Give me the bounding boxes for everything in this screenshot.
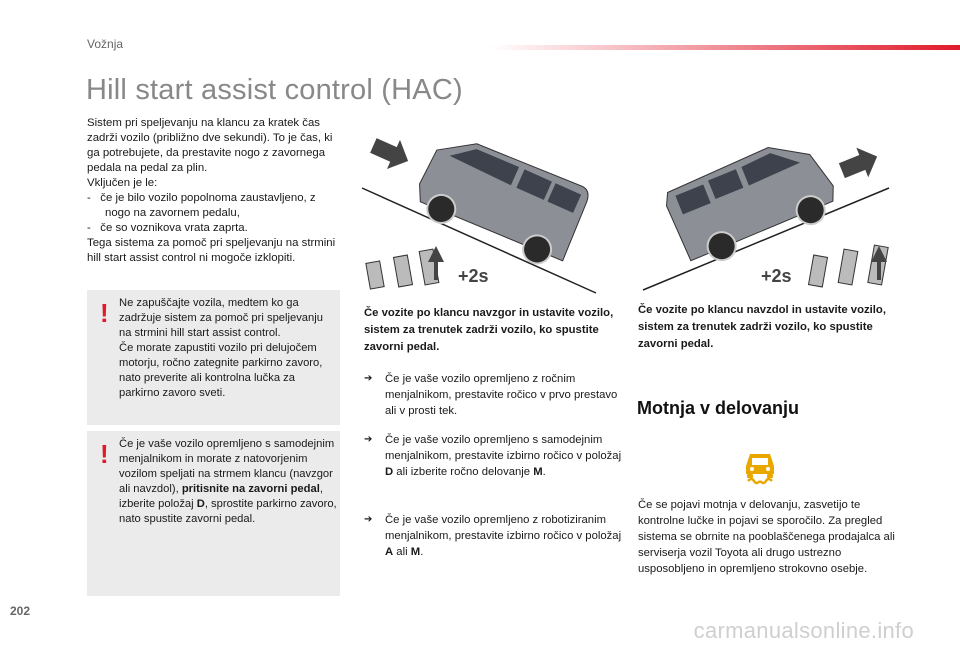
intro-paragraph: Sistem pri speljevanju na klancu za kratek čas zadrži vozilo (približno dve sekundi). To je čas, ki ga potrebujete, da prestavite nogo z zavornega pedala na pedal za plin. bbox=[87, 117, 333, 174]
arrow-icon: ➔ bbox=[364, 514, 373, 525]
arrow-icon: ➔ bbox=[364, 434, 373, 445]
uphill-caption: Če vozite po klancu navzgor in ustavite vozilo, sistem za trenutek zadrži vozilo, ko spustite zavorni pedal. bbox=[364, 307, 614, 353]
van-downhill-illustration bbox=[635, 130, 897, 300]
warning-text: Če morate zapustiti vozilo pri delujočem motorju, ročno zategnite parkirno zavoro, nato preverite ali kontrolna lučka za parkirno zavoro sveti. bbox=[119, 342, 323, 399]
enabled-label: Vključen je le: bbox=[87, 177, 158, 189]
section-label: Vožnja bbox=[87, 37, 124, 51]
warning-exclamation-icon: ! bbox=[100, 439, 109, 469]
page-title: Hill start assist control (HAC) bbox=[86, 74, 463, 106]
condition-item: - če so voznikova vrata zaprta. bbox=[87, 222, 248, 234]
warning-text: Če je vaše vozilo opremljeno s samodejnim menjalnikom in morate z natovorjenim vozilom speljati na strmem klancu (navzgor ali navzdol), pritisnite na zavorni pedal, izberite položaj D, sprostite parkirno zavoro, nato spustite zavorni pedal. bbox=[119, 438, 337, 525]
downhill-caption: Če vozite po klancu navzdol in ustavite vozilo, sistem za trenutek zadrži vozilo, ko spustite zavorni pedal. bbox=[638, 304, 886, 350]
warning-box bbox=[87, 290, 340, 425]
bullet-manual-gearbox: ➔ Če je vaše vozilo opremljeno z ročnim menjalnikom, prestavite ročico v prvo prestavo ali v prosti tek. bbox=[364, 373, 618, 417]
plus-2s-badge: +2s bbox=[458, 266, 489, 286]
warning-exclamation-icon: ! bbox=[100, 298, 109, 328]
condition-item: - če je bilo vozilo popolnoma zaustavljeno, z nogo na zavornem pedalu, bbox=[87, 192, 316, 219]
plus-2s-badge: +2s bbox=[761, 266, 792, 286]
warning-box bbox=[87, 431, 340, 596]
header-accent-bar bbox=[490, 45, 960, 50]
van-uphill-illustration bbox=[358, 130, 600, 300]
stability-warning-icon bbox=[742, 448, 778, 488]
bullet-automatic-gearbox: ➔ Če je vaše vozilo opremljeno s samodejnim menjalnikom, prestavite izbirno ročico v položaj D ali izberite ročno delovanje M. bbox=[364, 434, 622, 478]
bullet-robotized-gearbox: ➔ Če je vaše vozilo opremljeno z robotiziranim menjalnikom, prestavite izbirno ročico v položaj A ali M. bbox=[364, 514, 622, 558]
intro-text bbox=[87, 116, 342, 266]
intro-note: Tega sistema za pomoč pri speljevanju na strmini hill start assist control ni mogoče izklopiti. bbox=[87, 237, 336, 264]
malfunction-heading: Motnja v delovanju bbox=[637, 398, 800, 418]
page-number: 202 bbox=[10, 604, 31, 618]
watermark: carmanualsonline.info bbox=[693, 618, 914, 643]
malfunction-text: Če se pojavi motnja v delovanju, zasvetijo te kontrolne lučke in pojavi se sporočilo. Za pregled sistema se obrnite na pooblaščenega prodajalca ali serviserja vozil Toyota ali drugo ustrezno usposobljeno in opremljeno strokovno osebje. bbox=[638, 499, 895, 575]
warning-text: Ne zapuščajte vozila, medtem ko ga zadržuje sistem za pomoč pri speljevanju na strmini hill start assist control. bbox=[119, 297, 323, 339]
arrow-icon: ➔ bbox=[364, 373, 373, 384]
